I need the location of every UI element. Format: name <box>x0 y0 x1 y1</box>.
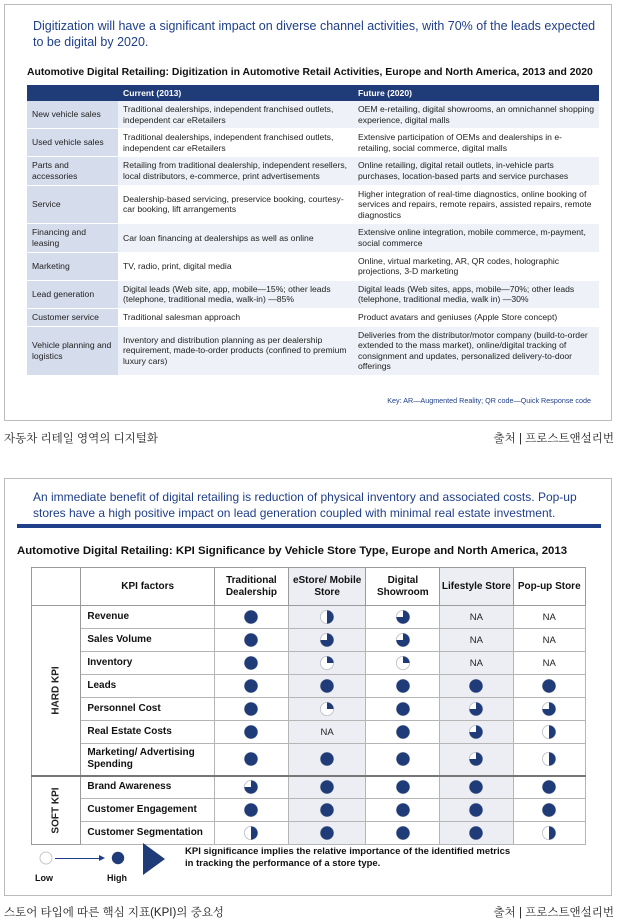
digitization-row <box>27 224 599 252</box>
kpi-significance-cell <box>513 799 585 822</box>
kpi-row <box>32 822 586 845</box>
future-cell: Digital leads (Web sites, apps, mobile—70%; other leads (telephone, traditional media, walk in) —30% <box>353 280 599 308</box>
kpi-significance-cell <box>288 698 366 721</box>
digitization-row <box>27 129 599 157</box>
kpi-significance-cell <box>215 652 289 675</box>
kpi-significance-cell <box>215 629 289 652</box>
kpi-na-cell: NA <box>513 652 585 675</box>
digitization-panel <box>4 4 612 421</box>
harvey-ball-icon <box>243 751 259 767</box>
kpi-significance-cell <box>513 776 585 799</box>
kpi-factor-label: Sales Volume <box>81 629 215 652</box>
harvey-ball-icon <box>243 701 259 717</box>
kpi-table <box>31 567 586 845</box>
harvey-ball-icon <box>468 779 484 795</box>
header-current: Current (2013) <box>118 85 353 101</box>
hard-kpi-group-label <box>32 606 81 776</box>
harvey-ball-icon <box>243 779 259 795</box>
legend-low-label: Low <box>35 873 53 883</box>
kpi-factor-label: Leads <box>81 675 215 698</box>
harvey-ball-icon <box>319 825 335 841</box>
caption1-source: 출처 | 프로스트앤설리번 <box>493 433 614 445</box>
kpi-na-cell: NA <box>513 629 585 652</box>
harvey-ball-icon <box>243 678 259 694</box>
kpi-significance-cell <box>440 675 513 698</box>
harvey-ball-icon <box>319 802 335 818</box>
group-label-text: HARD KPI <box>50 666 62 715</box>
kpi-significance-cell <box>288 799 366 822</box>
panel2-table-title: Automotive Digital Retailing: KPI Significance by Vehicle Store Type, Europe and North America, 2013 <box>17 545 568 557</box>
kpi-significance-cell <box>513 698 585 721</box>
kpi-significance-cell <box>366 606 440 629</box>
header-blank <box>27 85 118 101</box>
kpi-significance-cell <box>440 799 513 822</box>
legend-arrow <box>55 858 103 859</box>
harvey-ball-icon <box>541 751 557 767</box>
harvey-ball-icon <box>395 609 411 625</box>
activity-label: Lead generation <box>27 280 118 308</box>
kpi-row <box>32 744 586 776</box>
harvey-ball-icon <box>395 655 411 671</box>
kpi-significance-cell <box>513 721 585 744</box>
harvey-ball-icon <box>468 825 484 841</box>
kpi-factor-label: Real Estate Costs <box>81 721 215 744</box>
panel2-divider <box>17 524 601 528</box>
group-label-text: SOFT KPI <box>50 787 62 834</box>
harvey-ball-icon <box>243 724 259 740</box>
harvey-ball-icon <box>395 632 411 648</box>
kpi-significance-cell <box>440 698 513 721</box>
kpi-na-cell: NA <box>513 606 585 629</box>
caption2-source: 출처 | 프로스트앤설리번 <box>493 907 614 919</box>
harvey-ball-icon <box>319 678 335 694</box>
harvey-ball-icon <box>319 701 335 717</box>
caption1-title: 자동차 리테일 영역의 디지털화 <box>4 433 159 445</box>
harvey-ball-icon <box>319 609 335 625</box>
kpi-significance-cell <box>366 698 440 721</box>
kpi-header-popup: Pop-up Store <box>513 568 585 606</box>
harvey-ball-icon <box>468 701 484 717</box>
kpi-significance-cell <box>513 822 585 845</box>
kpi-header-lifestyle: Lifestyle Store <box>440 568 513 606</box>
kpi-panel <box>4 478 612 896</box>
digitization-row <box>27 326 599 375</box>
digitization-row <box>27 185 599 224</box>
harvey-ball-icon <box>395 825 411 841</box>
future-cell: OEM e-retailing, digital showrooms, an omnichannel shopping experience, digital malls <box>353 101 599 129</box>
kpi-significance-cell <box>440 822 513 845</box>
kpi-significance-cell <box>288 822 366 845</box>
harvey-ball-icon <box>468 802 484 818</box>
future-cell: Extensive participation of OEMs and dealerships in e-retailing, social commerce, digital malls <box>353 129 599 157</box>
panel1-headline: Digitization will have a significant impact on diverse channel activities, with 70% of the leads expected to be digital by 2020. <box>33 19 596 49</box>
kpi-significance-cell <box>215 606 289 629</box>
harvey-ball-icon <box>243 655 259 671</box>
harvey-ball-icon <box>319 751 335 767</box>
digitization-table-header <box>27 85 599 101</box>
harvey-ball-icon <box>541 701 557 717</box>
kpi-row <box>32 799 586 822</box>
current-cell: Car loan financing at dealerships as well as online <box>118 224 353 252</box>
kpi-factor-label: Personnel Cost <box>81 698 215 721</box>
kpi-row <box>32 721 586 744</box>
kpi-factor-label: Inventory <box>81 652 215 675</box>
harvey-ball-icon <box>468 724 484 740</box>
kpi-table-header <box>32 568 586 606</box>
current-cell: Traditional dealerships, independent franchised outlets, independent car eRetailers <box>118 101 353 129</box>
kpi-significance-cell <box>366 776 440 799</box>
kpi-significance-cell <box>366 822 440 845</box>
harvey-ball-icon <box>395 779 411 795</box>
harvey-ball-icon <box>395 701 411 717</box>
harvey-ball-icon <box>468 751 484 767</box>
header-future: Future (2020) <box>353 85 599 101</box>
kpi-row <box>32 606 586 629</box>
harvey-ball-icon <box>541 724 557 740</box>
digitization-row <box>27 252 599 280</box>
kpi-factor-label: Customer Engagement <box>81 799 215 822</box>
current-cell: TV, radio, print, digital media <box>118 252 353 280</box>
activity-label: Customer service <box>27 308 118 326</box>
kpi-significance-cell <box>215 799 289 822</box>
kpi-significance-cell <box>366 799 440 822</box>
kpi-note: KPI significance implies the relative importance of the identified metrics in tracking the performance of a store type. <box>185 846 511 869</box>
note-triangle-icon <box>143 843 165 875</box>
current-cell: Digital leads (Web site, app, mobile—15%; other leads (telephone, traditional media, walk-in) —85% <box>118 280 353 308</box>
harvey-ball-icon <box>541 825 557 841</box>
future-cell: Higher integration of real-time diagnostics, online booking of services and repairs, remote repairs, assisted repairs, remote diagnostics <box>353 185 599 224</box>
kpi-significance-cell <box>513 744 585 776</box>
activity-label: New vehicle sales <box>27 101 118 129</box>
kpi-significance-cell <box>215 698 289 721</box>
harvey-ball-icon <box>319 779 335 795</box>
soft-kpi-group-label <box>32 776 81 845</box>
kpi-significance-cell <box>288 776 366 799</box>
harvey-ball-icon <box>243 632 259 648</box>
harvey-ball-icon <box>395 802 411 818</box>
kpi-significance-cell <box>366 721 440 744</box>
legend-high-label: High <box>107 873 127 883</box>
activity-label: Service <box>27 185 118 224</box>
harvey-ball-icon <box>395 678 411 694</box>
harvey-ball-icon <box>395 724 411 740</box>
panel1-key: Key: AR—Augmented Reality; QR code—Quick Response code <box>387 396 591 405</box>
kpi-row <box>32 776 586 799</box>
kpi-factor-label: Customer Segmentation <box>81 822 215 845</box>
activity-label: Vehicle planning and logistics <box>27 326 118 375</box>
kpi-significance-cell <box>288 744 366 776</box>
panel1-table-title: Automotive Digital Retailing: Digitization in Automotive Retail Activities, Europe and North America, 2013 and 2020 <box>27 67 593 78</box>
caption2-title: 스토어 타입에 따른 핵심 지표(KPI)의 중요성 <box>4 907 224 919</box>
kpi-significance-cell <box>366 675 440 698</box>
harvey-ball-icon <box>243 802 259 818</box>
future-cell: Online, virtual marketing, AR, QR codes, holographic projections, 3-D marketing <box>353 252 599 280</box>
harvey-ball-icon <box>319 632 335 648</box>
harvey-ball-icon <box>541 802 557 818</box>
kpi-row <box>32 698 586 721</box>
harvey-ball-icon <box>243 609 259 625</box>
harvey-ball-icon <box>468 678 484 694</box>
kpi-header-factors: KPI factors <box>81 568 215 606</box>
activity-label: Parts and accessories <box>27 157 118 185</box>
harvey-ball-icon <box>395 751 411 767</box>
kpi-row <box>32 675 586 698</box>
kpi-significance-cell <box>440 776 513 799</box>
kpi-significance-cell <box>215 675 289 698</box>
harvey-ball-icon <box>541 779 557 795</box>
kpi-significance-cell <box>215 776 289 799</box>
digitization-row <box>27 308 599 326</box>
kpi-significance-cell <box>215 822 289 845</box>
kpi-header-traditional: Traditional Dealership <box>215 568 289 606</box>
digitization-row <box>27 280 599 308</box>
kpi-significance-cell <box>513 675 585 698</box>
activity-label: Financing and leasing <box>27 224 118 252</box>
kpi-header-estore: eStore/ Mobile Store <box>288 568 366 606</box>
harvey-ball-icon <box>541 678 557 694</box>
kpi-factor-label: Brand Awareness <box>81 776 215 799</box>
kpi-significance-cell <box>288 606 366 629</box>
future-cell: Online retailing, digital retail outlets, in-vehicle parts purchases, location-based parts and service purchases <box>353 157 599 185</box>
kpi-factor-label: Revenue <box>81 606 215 629</box>
kpi-na-cell: NA <box>440 629 513 652</box>
kpi-significance-cell <box>366 652 440 675</box>
activity-label: Marketing <box>27 252 118 280</box>
future-cell: Product avatars and geniuses (Apple Store concept) <box>353 308 599 326</box>
kpi-significance-cell <box>288 675 366 698</box>
kpi-na-cell: NA <box>288 721 366 744</box>
digitization-row <box>27 157 599 185</box>
kpi-significance-cell <box>366 629 440 652</box>
kpi-header-digital: Digital Showroom <box>366 568 440 606</box>
future-cell: Extensive online integration, mobile commerce, m-payment, social commerce <box>353 224 599 252</box>
low-significance-icon <box>39 851 53 865</box>
kpi-na-cell: NA <box>440 652 513 675</box>
kpi-factor-label: Marketing/ Advertising Spending <box>81 744 215 776</box>
harvey-ball-icon <box>243 825 259 841</box>
harvey-ball-icon <box>319 655 335 671</box>
panel2-headline: An immediate benefit of digital retailing is reduction of physical inventory and associated costs. Pop-up stores have a high positive impact on lead generation coupled with minimal real estate investment. <box>33 490 577 520</box>
future-cell: Deliveries from the distributor/motor company (build-to-order extended to the mass market), online/digital tracking of consignment and updates, personalized delivery-to-door offerings <box>353 326 599 375</box>
current-cell: Inventory and distribution planning as per dealership requirement, made-to-order products (confined to premium luxury cars) <box>118 326 353 375</box>
kpi-significance-cell <box>288 629 366 652</box>
kpi-significance-cell <box>215 721 289 744</box>
high-significance-icon <box>111 851 125 865</box>
digitization-table <box>27 85 599 376</box>
activity-label: Used vehicle sales <box>27 129 118 157</box>
kpi-row <box>32 629 586 652</box>
kpi-significance-cell <box>440 744 513 776</box>
kpi-significance-cell <box>366 744 440 776</box>
current-cell: Dealership-based servicing, preservice booking, courtesy-car booking, lift arrangements <box>118 185 353 224</box>
current-cell: Traditional dealerships, independent franchised outlets, independent car eRetailers <box>118 129 353 157</box>
kpi-significance-cell <box>215 744 289 776</box>
current-cell: Traditional salesman approach <box>118 308 353 326</box>
digitization-row <box>27 101 599 129</box>
kpi-header-group <box>32 568 81 606</box>
legend-arrowhead <box>99 855 105 861</box>
kpi-row <box>32 652 586 675</box>
kpi-significance-cell <box>440 721 513 744</box>
kpi-significance-cell <box>288 652 366 675</box>
kpi-na-cell: NA <box>440 606 513 629</box>
current-cell: Retailing from traditional dealership, independent resellers, local distributors, e-commerce, print advertisements <box>118 157 353 185</box>
